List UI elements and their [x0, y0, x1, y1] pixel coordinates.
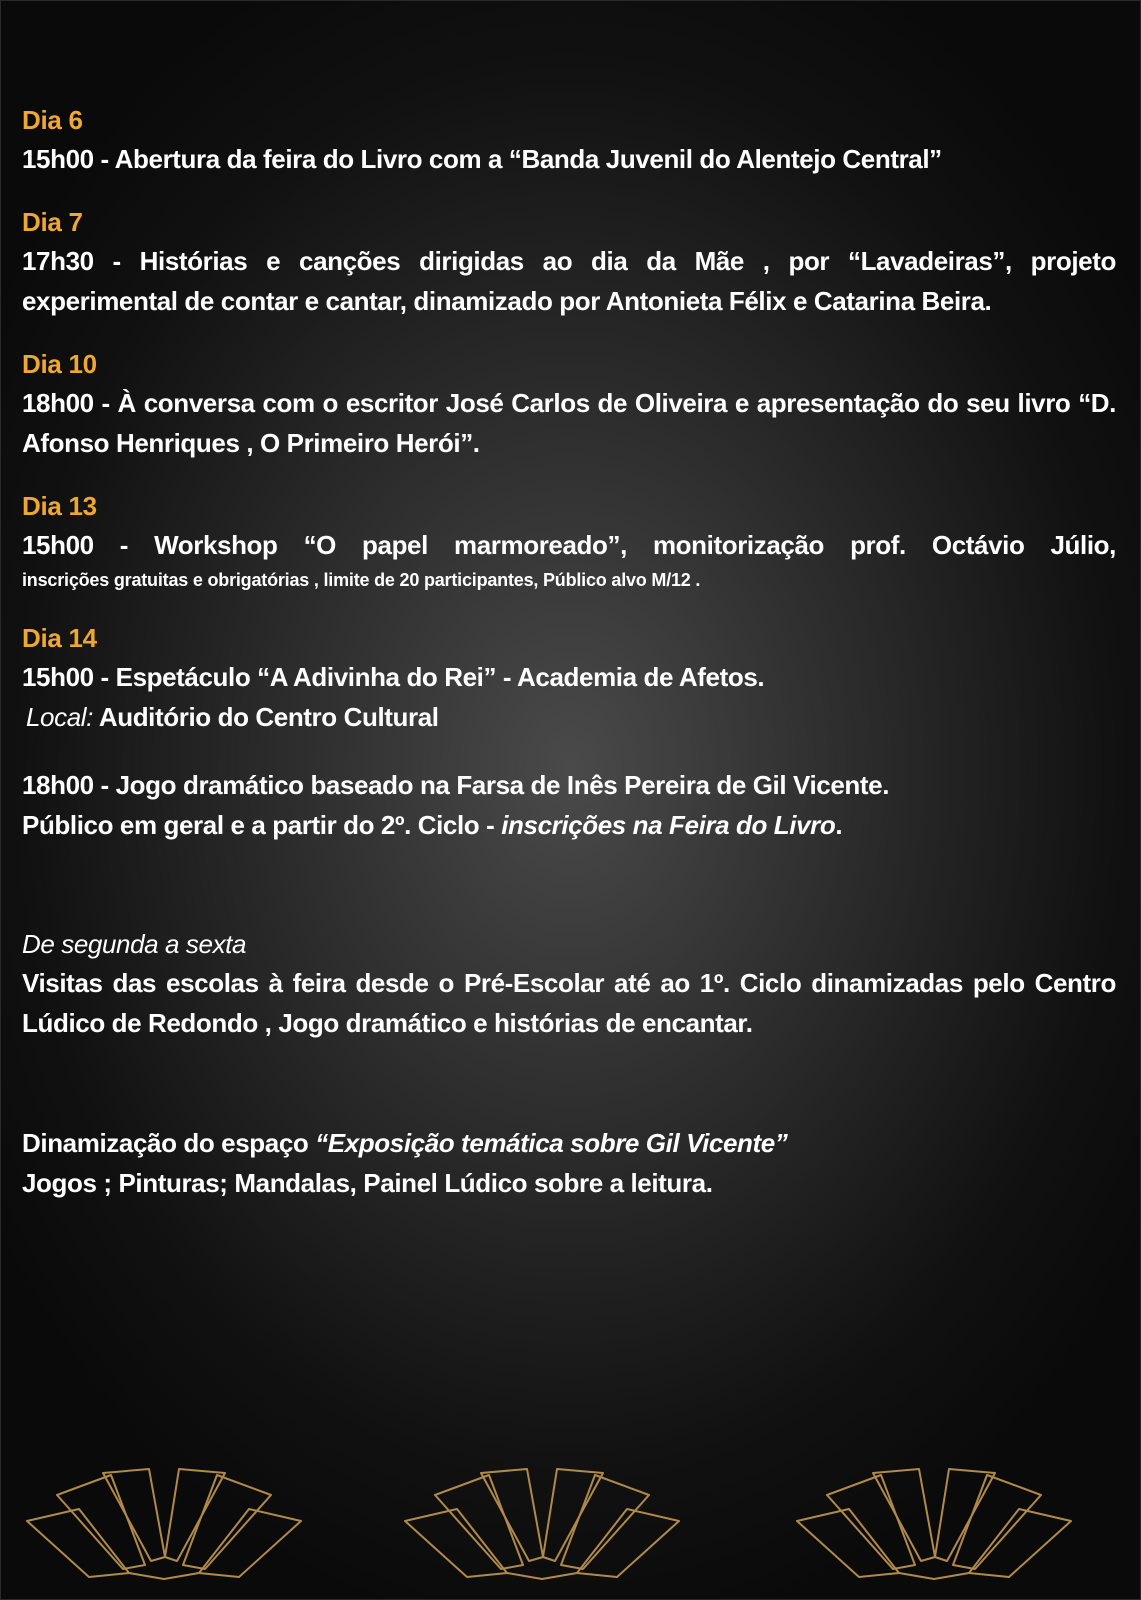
- day-14-second-event: 18h00 - Jogo dramático baseado na Farsa de Inês Pereira de Gil Vicente.: [22, 770, 890, 800]
- location-value: Auditório do Centro Cultural: [98, 702, 439, 732]
- book-ornaments: [1, 1461, 1140, 1581]
- registration-note: inscrições na Feira do Livro: [501, 810, 836, 840]
- location-label: Local:: [26, 702, 93, 732]
- open-book-icon: [789, 1461, 1079, 1581]
- day-14-heading: Dia 14: [22, 623, 97, 653]
- day-6-block: [22, 101, 1116, 179]
- space-prefix: Dinamização do espaço: [22, 1128, 316, 1158]
- weekdays-block: [22, 925, 1116, 1043]
- day-6-event: 15h00 - Abertura da feira do Livro com a “Banda Juvenil do Alentejo Central”: [22, 144, 942, 174]
- day-14-event: 15h00 - Espetáculo “A Adivinha do Rei” - Academia de Afetos.: [22, 662, 765, 692]
- space-title: [22, 1123, 1116, 1163]
- space-block: [22, 1123, 1116, 1203]
- space-exhibition: “Exposição temática sobre Gil Vicente”: [315, 1128, 788, 1158]
- weekdays-text: Visitas das escolas à feira desde o Pré-Escolar até ao 1º. Ciclo dinamizadas pelo Centro Lúdico de Redondo , Jogo dramático e histórias de encantar.: [22, 968, 1116, 1038]
- day-14-second-event-audience: [22, 805, 1116, 845]
- day-10-event: 18h00 - À conversa com o escritor José Carlos de Oliveira e apresentação do seu livro “D. Afonso Henriques , O Primeiro Herói”.: [22, 388, 1116, 458]
- open-book-icon: [19, 1461, 309, 1581]
- open-book-icon: [397, 1461, 687, 1581]
- day-14-block: [22, 619, 1116, 845]
- day-13-block: [22, 487, 1116, 595]
- day-14-location: [22, 697, 1116, 737]
- day-10-heading: Dia 10: [22, 349, 97, 379]
- audience-end: .: [835, 810, 843, 840]
- weekdays-heading: De segunda a sexta: [22, 929, 247, 959]
- audience-text: Público em geral e a partir do 2º. Ciclo -: [22, 810, 502, 840]
- space-activities: Jogos ; Pinturas; Mandalas, Painel Lúdico sobre a leitura.: [22, 1168, 713, 1198]
- day-10-block: [22, 345, 1116, 463]
- day-6-heading: Dia 6: [22, 105, 83, 135]
- day-7-block: [22, 203, 1116, 321]
- day-13-event: 15h00 - Workshop “O papel marmoreado”, monitorização prof. Octávio Júlio,: [22, 530, 1116, 560]
- day-7-heading: Dia 7: [22, 207, 83, 237]
- program-content: [22, 101, 1116, 1227]
- day-13-note: inscrições gratuitas e obrigatórias , limite de 20 participantes, Público alvo M/12 .: [22, 570, 701, 590]
- day-7-event: 17h30 - Histórias e canções dirigidas ao dia da Mãe , por “Lavadeiras”, projeto experimental de contar e cantar, dinamizado por Antonieta Félix e Catarina Beira.: [22, 246, 1116, 316]
- day-13-heading: Dia 13: [22, 491, 97, 521]
